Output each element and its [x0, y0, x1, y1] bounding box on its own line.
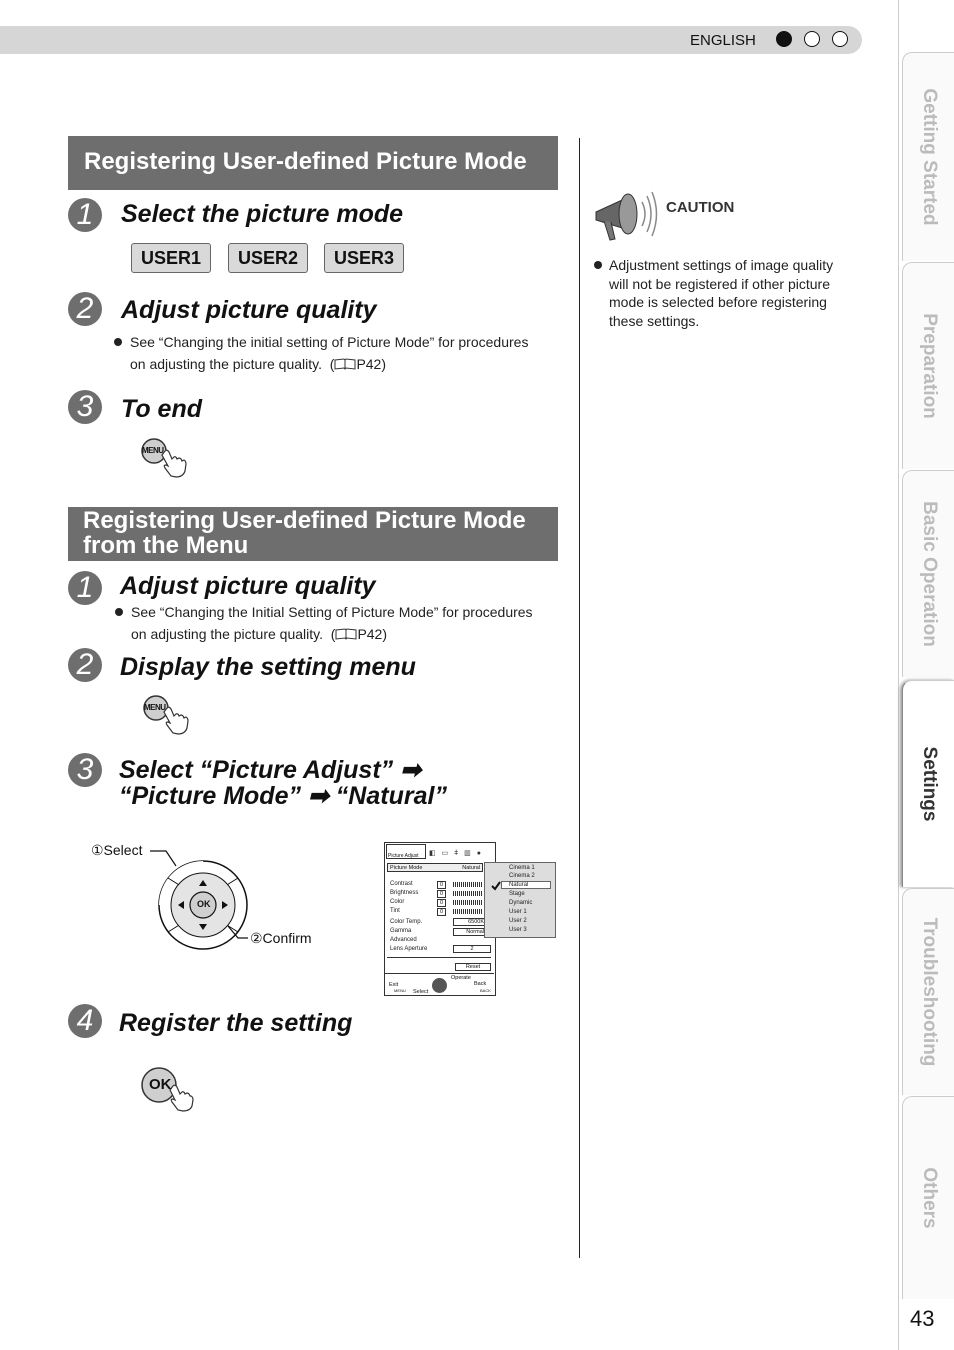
osd-slider[interactable]	[453, 900, 483, 905]
submenu-item[interactable]: Cinema 1	[509, 865, 535, 871]
menu-key-label: MENU	[144, 703, 166, 712]
user3-button[interactable]: USER3	[324, 243, 404, 273]
ok-key-label: OK	[149, 1076, 172, 1093]
step-number: 3	[68, 390, 102, 424]
osd-value: 0	[437, 908, 446, 916]
osd-footer-select: Select	[413, 989, 429, 995]
bullet-icon	[114, 338, 122, 346]
osd-row[interactable]: Color Temp.	[390, 919, 423, 925]
indicator-dot	[804, 31, 820, 47]
osd-value: Normal	[453, 928, 485, 936]
osd-divider	[387, 957, 491, 958]
step-number: 2	[68, 648, 102, 682]
osd-row[interactable]: Tint	[390, 908, 400, 914]
menu-key-label: MENU	[142, 446, 164, 455]
bullet-icon	[594, 261, 602, 269]
check-icon	[491, 881, 501, 891]
osd-slider[interactable]	[453, 891, 483, 896]
step-title: To end	[121, 395, 203, 423]
tab-preparation[interactable]: Preparation	[902, 262, 954, 469]
osd-value: 6500K	[453, 918, 485, 926]
page-number: 43	[910, 1306, 935, 1331]
dpad-ok-label: OK	[197, 899, 211, 909]
hand-press-icon	[138, 437, 190, 479]
book-icon	[335, 628, 357, 640]
menu-key-press[interactable]	[138, 437, 190, 479]
language-label: ENGLISH	[690, 32, 756, 49]
osd-picture-mode-row[interactable]: Picture Mode Natural	[387, 863, 483, 872]
osd-footer-back-key: BACK	[480, 988, 491, 993]
tab-getting-started[interactable]: Getting Started	[902, 52, 954, 261]
step-number: 1	[68, 571, 102, 605]
bullet-icon	[115, 608, 123, 616]
osd-row[interactable]: Contrast	[390, 881, 413, 887]
indicator-dot-filled	[776, 31, 792, 47]
osd-slider[interactable]	[453, 882, 483, 887]
osd-row[interactable]: Lens Aperture	[390, 946, 428, 952]
osd-footer-operate: Operate	[451, 975, 471, 981]
osd-value: 0	[437, 881, 446, 889]
tab-troubleshooting[interactable]: Troubleshooting	[902, 888, 954, 1095]
ok-key-press[interactable]	[140, 1066, 194, 1112]
submenu-item-selected[interactable]: Natural	[509, 882, 529, 888]
osd-tab-icons: ◧ ▭ ǂ ▥ ●	[429, 850, 483, 857]
submenu-item[interactable]: Cinema 2	[509, 873, 535, 879]
osd-footer-exit: Exit	[389, 982, 399, 988]
step-title: Adjust picture quality	[120, 572, 376, 600]
indicator-dot	[832, 31, 848, 47]
section-title: Registering User-defined Picture Mode	[68, 136, 558, 190]
step-title: Adjust picture quality	[121, 296, 377, 324]
osd-divider	[385, 973, 494, 974]
caution-text: Adjustment settings of image quality will not be registered if other picture mode is selected before registering these settings.	[594, 256, 849, 330]
tab-settings[interactable]: Settings	[902, 680, 954, 887]
osd-value: 0	[437, 899, 446, 907]
step-title: Select “Picture Adjust” ➡ “Picture Mode” ➡ “Natural”	[119, 756, 447, 810]
step-number: 2	[68, 292, 102, 326]
submenu-item[interactable]: Dynamic	[509, 900, 533, 906]
step-title: Register the setting	[119, 1009, 353, 1037]
book-icon	[334, 358, 356, 370]
tab-others[interactable]: Others	[902, 1096, 954, 1299]
osd-tab-picture-adjust[interactable]: Picture Adjust	[386, 844, 426, 859]
step-note: See “Changing the initial setting of Picture Mode” for procedures on adjusting the picture quality. ( P42)	[114, 331, 528, 375]
select-label: ①Select	[91, 842, 143, 858]
osd-footer-back: Back	[474, 981, 487, 987]
user2-button[interactable]: USER2	[228, 243, 308, 273]
submenu-item[interactable]: User 3	[509, 927, 527, 933]
osd-value: 0	[437, 890, 446, 898]
osd-row[interactable]: Color	[390, 899, 405, 905]
menu-key-press[interactable]	[140, 694, 192, 736]
osd-submenu	[484, 862, 556, 938]
submenu-item[interactable]: User 1	[509, 909, 527, 915]
submenu-item[interactable]: Stage	[509, 891, 525, 897]
caution-title: CAUTION	[666, 199, 735, 216]
hand-press-icon	[140, 694, 192, 736]
confirm-label: ②Confirm	[250, 930, 312, 946]
column-divider	[579, 138, 580, 1258]
step-title: Select the picture mode	[121, 200, 404, 228]
osd-value: 2	[453, 945, 491, 953]
submenu-item[interactable]: User 2	[509, 918, 527, 924]
step-note: See “Changing the Initial Setting of Picture Mode” for procedures on adjusting the picture quality. ( P42)	[115, 601, 533, 645]
osd-menu	[384, 842, 496, 996]
osd-row[interactable]: Gamma	[390, 928, 412, 934]
osd-slider[interactable]	[453, 909, 483, 914]
tab-basic-operation[interactable]: Basic Operation	[902, 470, 954, 677]
osd-footer-exit-key: MENU	[394, 988, 406, 993]
osd-row[interactable]: Brightness	[390, 890, 419, 896]
osd-row[interactable]: Advanced	[390, 937, 417, 943]
osd-reset-button[interactable]: Reset	[455, 963, 491, 971]
osd-footer-dpad-icon	[432, 978, 447, 993]
step-number: 1	[68, 198, 102, 232]
step-number: 3	[68, 753, 102, 787]
megaphone-icon	[592, 188, 658, 244]
step-number: 4	[68, 1004, 102, 1038]
user1-button[interactable]: USER1	[131, 243, 211, 273]
step-title: Display the setting menu	[120, 653, 416, 681]
section-title: Registering User-defined Picture Mode from the Menu	[68, 507, 558, 561]
